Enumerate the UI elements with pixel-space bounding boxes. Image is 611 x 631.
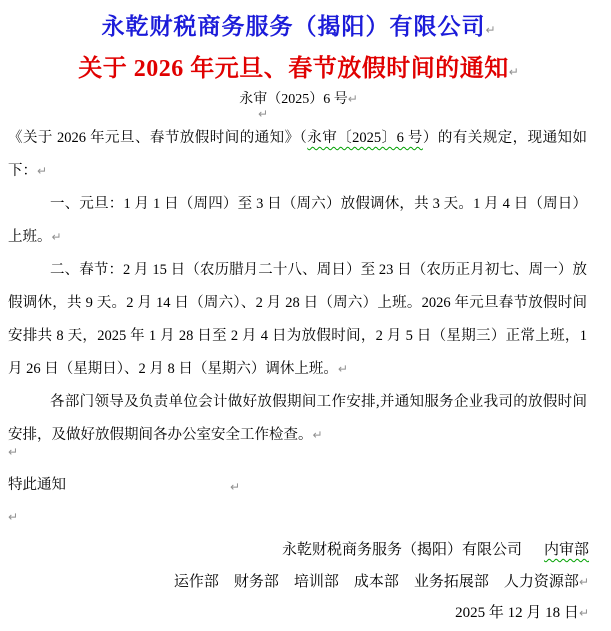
work-arrangement-paragraph (8, 386, 587, 452)
doc-number-line (8, 88, 589, 108)
intro-doc-reference: 永审〔2025〕6 号 (307, 130, 423, 146)
paragraph-mark-icon: ↵ (51, 230, 62, 244)
paragraph-mark-icon: ↵ (258, 107, 269, 121)
closing-paragraph-mark (230, 478, 240, 496)
closing-note-text: 特此通知 (8, 477, 66, 493)
paragraph-mark-icon: ↵ (8, 445, 19, 459)
paragraph-mark-icon: ↵ (578, 575, 589, 589)
empty-line (258, 107, 268, 122)
signature-departments-line (8, 570, 589, 591)
signature-departments: 运作部 财务部 培训部 成本部 业务拓展部 人力资源部 (173, 574, 579, 590)
signature-date: 2025 年 12 月 18 日 (455, 605, 579, 621)
holiday-item-new-year (8, 188, 587, 254)
work-arrangement-text: 各部门领导及负责单位会计做好放假期间工作安排,并通知服务企业我司的放假时间安排，及做好放假期间各办公室安全工作检查。 (8, 394, 587, 443)
intro-paragraph (8, 122, 587, 188)
paragraph-mark-icon: ↵ (37, 164, 48, 178)
holiday-item-spring-festival-text: 二、春节：2 月 15 日（农历腊月二十八、周日）至 23 日（农历正月初七、周一）放假调休，共 9 天。2 月 14 日（周六）、2 月 28 日（周六）上班。2026 年元旦春节放假时间安排共 8 天，2025 年 1 月 28 日至 2 月 4 日为放假时间，2 月 5 日（星期三）正常上班，1 月 26 日（星期日）、2 月 8 日（星期六）调休上班。 (8, 262, 587, 377)
paragraph-mark-icon: ↵ (312, 428, 323, 442)
paragraph-mark-icon: ↵ (230, 480, 241, 494)
signature-date-line (8, 601, 589, 622)
paragraph-mark-icon: ↵ (347, 92, 358, 106)
notice-title-line (8, 48, 589, 83)
notice-title: 关于 2026 年元旦、春节放假时间的通知 (78, 56, 509, 82)
paragraph-mark-icon: ↵ (8, 510, 19, 524)
intro-suffix: ）的有关规定，现通知如下： (8, 130, 588, 179)
notice-body (8, 122, 587, 452)
paragraph-mark-icon: ↵ (337, 362, 348, 376)
holiday-item-new-year-text: 一、元旦：1 月 1 日（周四）至 3 日（周六）放假调休，共 3 天。1 月 4 日（周日）上班。 (8, 196, 587, 245)
intro-prefix: 《关于 2026 年元旦、春节放假时间的通知》（ (8, 130, 308, 146)
holiday-item-spring-festival (8, 254, 587, 386)
paragraph-mark-icon: ↵ (578, 606, 589, 620)
doc-number: 永审（2025）6 号 (239, 92, 348, 107)
signature-company-line (8, 538, 589, 559)
company-title: 永乾财税商务服务（揭阳）有限公司 (101, 14, 486, 39)
company-title-line (8, 8, 589, 41)
empty-line (8, 445, 18, 460)
paragraph-mark-icon: ↵ (508, 65, 519, 79)
empty-line (8, 510, 18, 525)
signature-company: 永乾财税商务服务（揭阳）有限公司 (281, 542, 522, 558)
paragraph-mark-icon: ↵ (485, 23, 496, 37)
signature-audit-dept: 内审部 (543, 542, 589, 558)
closing-note (8, 469, 66, 502)
